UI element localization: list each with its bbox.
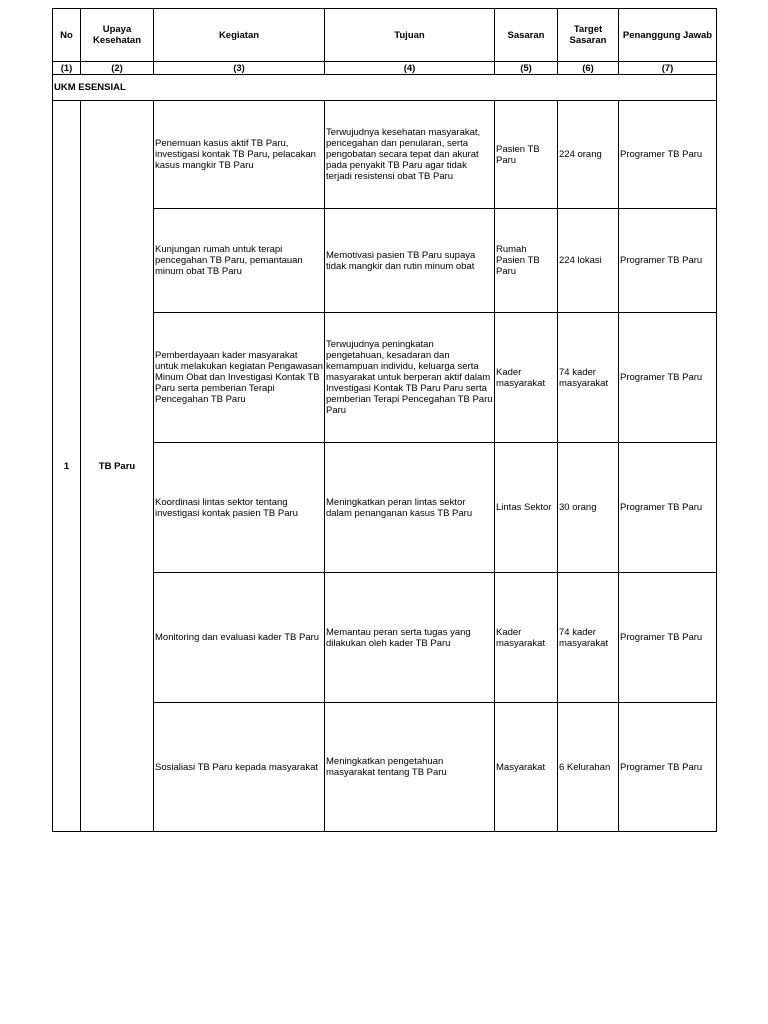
column-number: (4): [325, 62, 495, 75]
cell-penanggung-jawab: Programer TB Paru: [619, 101, 717, 209]
cell-tujuan: Memotivasi pasien TB Paru supaya tidak mangkir dan rutin minum obat: [325, 209, 495, 313]
cell-sasaran: Kader masyarakat: [495, 313, 558, 443]
activity-plan-table: [52, 8, 717, 832]
cell-penanggung-jawab: Programer TB Paru: [619, 209, 717, 313]
header-target-sasaran: Target Sasaran: [558, 9, 619, 62]
column-number: (3): [154, 62, 325, 75]
column-number: (5): [495, 62, 558, 75]
cell-target: 224 lokasi: [558, 209, 619, 313]
header-upaya-kesehatan: Upaya Kesehatan: [81, 9, 154, 62]
header-penanggung-jawab: Penanggung Jawab: [619, 9, 717, 62]
cell-tujuan: Terwujudnya kesehatan masyarakat, pencegahan dan penularan, serta pengobatan secara tepat dan akurat pada penyakit TB Paru agar tidak terjadi resistensi obat TB Paru: [325, 101, 495, 209]
section-title: UKM ESENSIAL: [53, 75, 717, 101]
column-number: (6): [558, 62, 619, 75]
cell-sasaran: Masyarakat: [495, 703, 558, 832]
cell-tujuan: Terwujudnya peningkatan pengetahuan, kesadaran dan kemampuan individu, keluarga serta masyarakat untuk berperan aktif dalam Investigasi Kontak TB Paru Paru serta pemberian Terapi Pencegahan TB Paru Paru: [325, 313, 495, 443]
cell-target: 74 kader masyarakat: [558, 313, 619, 443]
row-group-number: 1: [53, 101, 81, 832]
cell-target: 6 Kelurahan: [558, 703, 619, 832]
column-number: (1): [53, 62, 81, 75]
cell-target: 74 kader masyarakat: [558, 573, 619, 703]
cell-penanggung-jawab: Programer TB Paru: [619, 573, 717, 703]
cell-kegiatan: Sosialiasi TB Paru kepada masyarakat: [154, 703, 325, 832]
cell-kegiatan: Monitoring dan evaluasi kader TB Paru: [154, 573, 325, 703]
cell-kegiatan: Koordinasi lintas sektor tentang investigasi kontak pasien TB Paru: [154, 443, 325, 573]
header-row: [53, 9, 717, 62]
row-group-upaya: TB Paru: [81, 101, 154, 832]
cell-penanggung-jawab: Programer TB Paru: [619, 703, 717, 832]
table-row: [53, 101, 717, 209]
cell-tujuan: Meningkatkan peran lintas sektor dalam penanganan kasus TB Paru: [325, 443, 495, 573]
header-sasaran: Sasaran: [495, 9, 558, 62]
header-tujuan: Tujuan: [325, 9, 495, 62]
cell-target: 224 orang: [558, 101, 619, 209]
cell-tujuan: Memantau peran serta tugas yang dilakukan oleh kader TB Paru: [325, 573, 495, 703]
cell-kegiatan: Pemberdayaan kader masyarakat untuk melakukan kegiatan Pengawasan Minum Obat dan Investigasi Kontak TB Paru serta pemberian Terapi Pencegahan TB Paru: [154, 313, 325, 443]
cell-target: 30 orang: [558, 443, 619, 573]
cell-penanggung-jawab: Programer TB Paru: [619, 443, 717, 573]
column-number-row: [53, 62, 717, 75]
cell-sasaran: Rumah Pasien TB Paru: [495, 209, 558, 313]
cell-sasaran: Lintas Sektor: [495, 443, 558, 573]
cell-tujuan: Meningkatkan pengetahuan masyarakat tentang TB Paru: [325, 703, 495, 832]
column-number: (2): [81, 62, 154, 75]
header-no: No: [53, 9, 81, 62]
cell-penanggung-jawab: Programer TB Paru: [619, 313, 717, 443]
cell-sasaran: Pasien TB Paru: [495, 101, 558, 209]
section-row: [53, 75, 717, 101]
cell-kegiatan: Penemuan kasus aktif TB Paru, investigasi kontak TB Paru, pelacakan kasus mangkir TB Paru: [154, 101, 325, 209]
cell-kegiatan: Kunjungan rumah untuk terapi pencegahan TB Paru, pemantauan minum obat TB Paru: [154, 209, 325, 313]
cell-sasaran: Kader masyarakat: [495, 573, 558, 703]
header-kegiatan: Kegiatan: [154, 9, 325, 62]
column-number: (7): [619, 62, 717, 75]
